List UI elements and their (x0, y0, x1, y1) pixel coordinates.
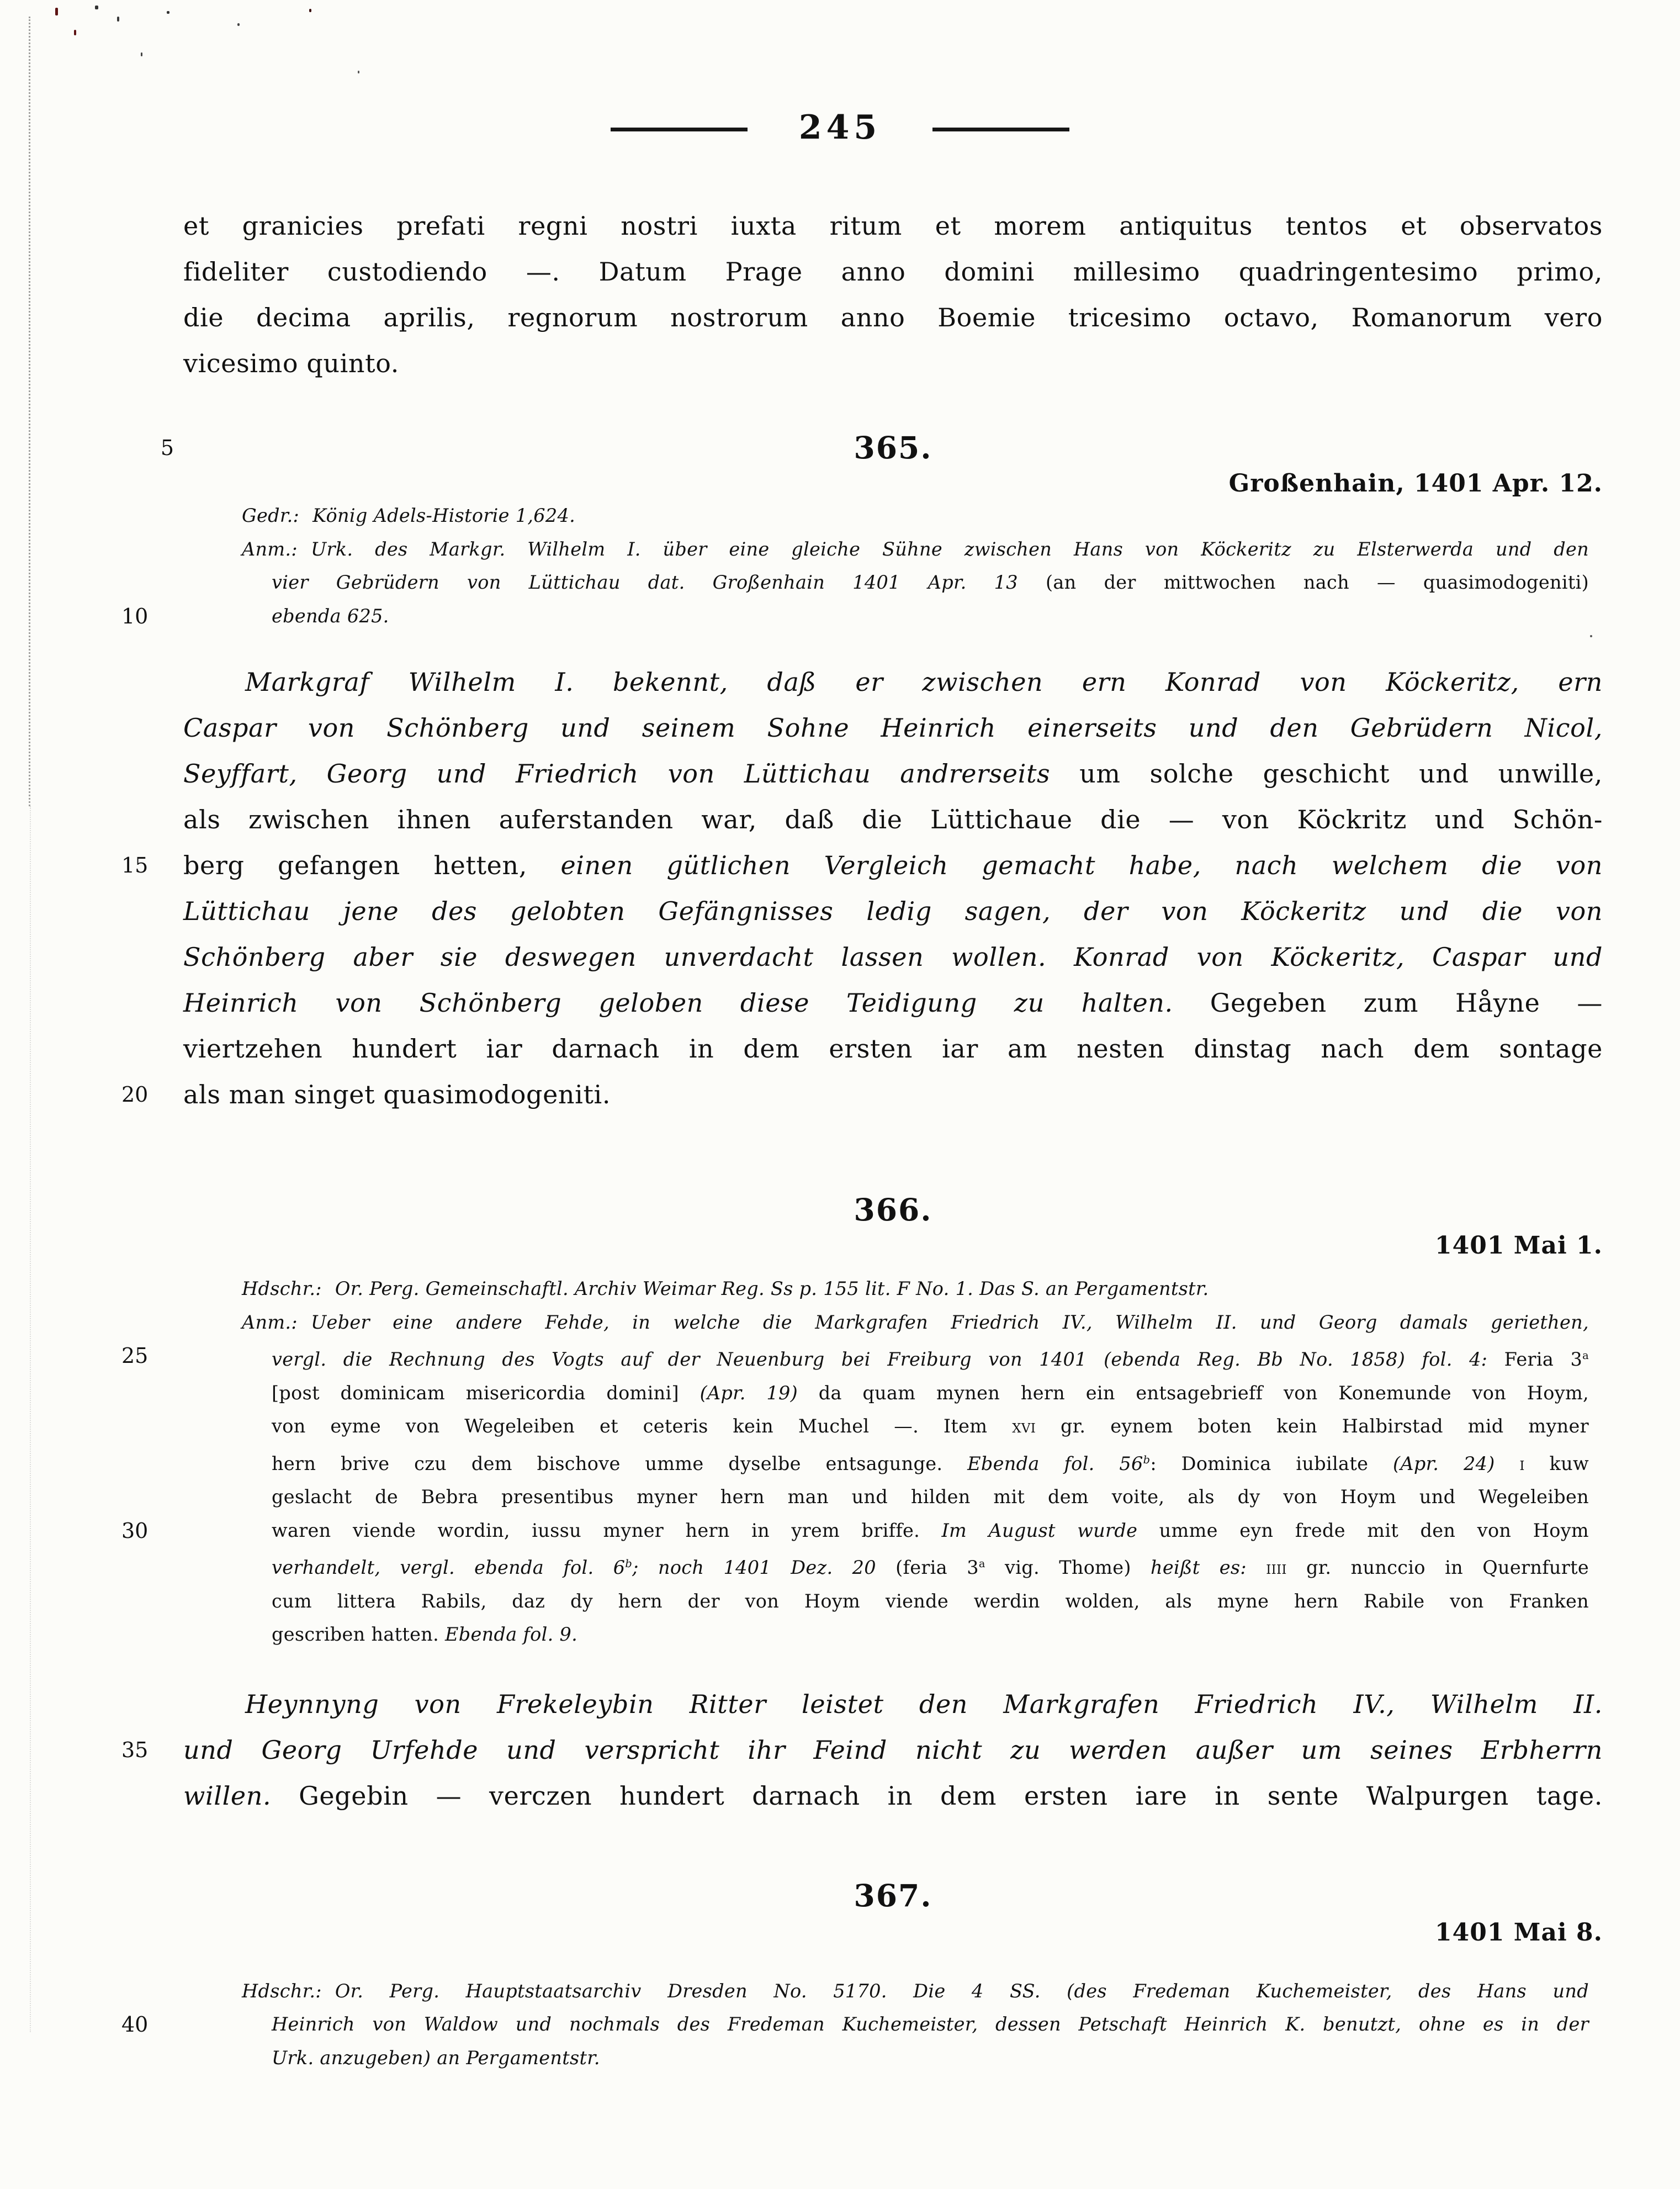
speckle (358, 71, 359, 73)
text-segment: Ebenda fol. 56 (967, 1452, 1143, 1474)
entry-number (183, 1878, 1603, 1914)
entry-number-text: 367. (854, 1877, 932, 1913)
text-segment: als man singet quasimodogeniti. (183, 1080, 611, 1109)
text-segment: a (978, 1557, 985, 1571)
entry-date-text: 1401 Mai 1. (1435, 1231, 1603, 1260)
text-segment: vig. Thome) (985, 1557, 1151, 1579)
text-line (183, 1618, 1603, 1652)
text-segment: kuw (1524, 1452, 1589, 1474)
margin-line-number: 5 (160, 436, 174, 460)
entry-number-text: 366. (854, 1192, 932, 1228)
entry-365-printed (183, 499, 1603, 533)
text-segment: umme eyn frede mit den von Hoym (1137, 1519, 1589, 1541)
text-line (183, 1773, 1603, 1819)
text-line (183, 1272, 1603, 1306)
entry-date (183, 1231, 1603, 1260)
text-line (183, 889, 1603, 934)
text-segment: b (625, 1557, 633, 1571)
speckle (141, 52, 142, 56)
entry-365-number (160, 430, 1603, 466)
text-line (183, 533, 1603, 567)
text-line (183, 2042, 1603, 2075)
entry-366-number (183, 1192, 1603, 1228)
text-segment: ; noch 1401 Dez. 20 (632, 1557, 896, 1579)
text-segment: gr. nunccio in Quernfurte (1286, 1557, 1589, 1579)
line-label: Hdschr.: (242, 1980, 322, 2002)
margin-line-number: 15 (121, 853, 149, 877)
text-line (121, 1339, 1603, 1377)
text-content (121, 149, 1603, 2075)
text-line (121, 1727, 1603, 1773)
text-line (183, 1682, 1603, 1727)
entry-367-number (183, 1878, 1603, 1914)
text-line (183, 1377, 1603, 1410)
text-segment: König Adels-Historie 1,624. (312, 505, 576, 526)
text-segment: da quam mynen hern ein entsagebrieff von Konemunde von Hoym, (798, 1382, 1589, 1404)
scan-artifact-line-faint (30, 806, 31, 2032)
text-segment: ebenda 625. (272, 605, 389, 627)
entry-number (160, 430, 1603, 466)
text-segment: Im August wurde (941, 1519, 1138, 1541)
text-segment: iiii (1266, 1557, 1287, 1579)
speckle (309, 9, 311, 12)
text-segment: cum littera Rabils, daz dy hern der von Hoym viende werdin wolden, als myne hern Rabile von Franken (272, 1590, 1589, 1612)
header-rule-right-icon (932, 128, 1069, 131)
entry-date (183, 1918, 1603, 1947)
text-line (183, 980, 1603, 1026)
text-segment: [post dominicam misericordia domini] (272, 1382, 700, 1404)
text-segment: von eyme von Wegeleiben et ceteris kein Muchel —. Item (272, 1415, 1013, 1437)
entry-367-manuscript (121, 1975, 1603, 2075)
text-line (183, 751, 1603, 797)
text-line (183, 797, 1603, 843)
text-line (183, 295, 1603, 341)
text-line (183, 1975, 1603, 2008)
header-rule-left-icon (611, 128, 748, 131)
text-line (183, 1547, 1603, 1585)
text-segment: Feria 3 (1504, 1349, 1583, 1371)
text-segment: Heinrich von Waldow und nochmals des Fredeman Kuchemeister, dessen Petschaft Heinrich K. benutzt, ohne es in der (272, 2013, 1589, 2035)
text-line (183, 203, 1603, 249)
text-segment: Urk. des Markgr. Wilhelm I. über eine gleiche Sühne zwischen Hans von Köckeritz zu Elsterwerda und den (310, 538, 1589, 560)
text-line (121, 1072, 1603, 1118)
text-segment: Seyffart, Georg und Friedrich von Lüttichau andrerseits (183, 759, 1080, 789)
text-segment: hern brive czu dem bischove umme dyselbe entsagunge. (272, 1452, 968, 1474)
speckle (237, 23, 240, 26)
text-line (183, 1306, 1603, 1340)
text-segment: (feria 3 (895, 1557, 979, 1579)
entry-366-regest (121, 1682, 1603, 1819)
text-segment: gr. eynem boten kein Halbirstad mid myner (1036, 1415, 1589, 1437)
entry-366-note (121, 1306, 1603, 1652)
text-segment: (Apr. 19) (699, 1382, 798, 1404)
text-segment: geslacht de Bebra presentibus myner hern man und hilden mit dem voite, als dy von Hoym und Wegeleiben (272, 1486, 1589, 1508)
text-segment: Heynnyng von Frekeleybin Ritter leistet den Markgrafen Friedrich IV., Wilhelm II. (245, 1689, 1603, 1719)
text-segment: viertzehen hundert iar darnach in dem ersten iar am nesten dinstag nach dem sontage (183, 1034, 1603, 1064)
margin-line-number: 20 (121, 1082, 149, 1107)
line-label: Gedr.: (242, 505, 300, 526)
text-line (183, 1585, 1603, 1619)
speckle (55, 8, 58, 15)
speckle (167, 11, 169, 14)
text-segment: gescriben hatten. (272, 1624, 446, 1646)
margin-line-number: 40 (121, 2012, 149, 2037)
text-segment: willen. (183, 1780, 299, 1811)
text-line (121, 600, 1603, 633)
text-line (183, 1026, 1603, 1072)
text-segment: Schönberg aber sie deswegen unverdacht lassen wollen. Konrad von Köckeritz, Caspar und (183, 942, 1603, 972)
text-segment: vergl. die Rechnung des Vogts auf der Neuenburg bei Freiburg von 1401 (ebenda Reg. Bb No. 1858) fol. 4: (272, 1349, 1504, 1371)
text-line (183, 934, 1603, 980)
margin-line-number: 30 (121, 1518, 149, 1543)
entry-366-manuscript (183, 1272, 1603, 1306)
entry-number (183, 1192, 1603, 1228)
entry-date (183, 469, 1603, 498)
text-segment: : Dominica iubilate (1150, 1452, 1393, 1474)
text-line (121, 843, 1603, 889)
text-segment: Heinrich von Schönberg geloben diese Teidigung zu halten. (183, 988, 1210, 1018)
text-segment: Lüttichau jene des gelobten Gefängnisses ledig sagen, der von Köckeritz und die von (183, 896, 1603, 926)
text-segment: berg gefangen hetten, (183, 850, 561, 880)
text-segment: xvi (1012, 1415, 1036, 1437)
speckle (117, 17, 119, 22)
text-segment: Markgraf Wilhelm I. bekennt, daß er zwischen ern Konrad von Köckeritz, ern (245, 667, 1603, 697)
line-label: Hdschr.: (242, 1278, 322, 1299)
text-segment: (an der mittwochen nach — quasimodogeniti) (1045, 572, 1589, 593)
line-label: Anm.: (242, 1311, 298, 1333)
text-segment: die decima aprilis, regnorum nostrorum anno Boemie tricesimo octavo, Romanorum vero (183, 303, 1603, 332)
entry-date-text: Großenhain, 1401 Apr. 12. (1228, 469, 1603, 498)
text-segment: heißt es: (1151, 1557, 1247, 1579)
text-line (121, 2008, 1603, 2042)
speckle (95, 6, 98, 9)
text-segment: (Apr. 24) (1393, 1452, 1495, 1474)
text-line (183, 1410, 1603, 1444)
text-line (183, 659, 1603, 705)
text-segment: Caspar von Schönberg und seinem Sohne Heinrich einerseits und den Gebrüdern Nicol, (183, 713, 1603, 743)
line-label: Anm.: (242, 538, 298, 560)
entry-367-date (183, 1918, 1603, 1947)
entry-365-date (183, 469, 1603, 498)
text-segment: Ueber eine andere Fehde, in welche die Markgrafen Friedrich IV., Wilhelm II. und Georg damals geriethen, (310, 1311, 1589, 1333)
text-segment (1495, 1453, 1520, 1474)
entry-date-text: 1401 Mai 8. (1435, 1918, 1603, 1947)
text-segment: Urk. anzugeben) an Pergamentstr. (272, 2047, 600, 2069)
text-line (183, 341, 1603, 387)
entry-number-text: 365. (854, 430, 932, 466)
text-segment: b (1143, 1453, 1151, 1466)
text-line (183, 566, 1603, 600)
text-line (183, 1481, 1603, 1514)
text-line (183, 249, 1603, 295)
text-segment: um solche geschicht und unwille, (1079, 759, 1603, 789)
margin-line-number: 35 (121, 1737, 149, 1762)
text-segment: Gegebin — verczen hundert darnach in dem ersten iare in sente Walpurgen tage. (299, 1780, 1603, 1811)
text-segment: waren viende wordin, iussu myner hern in yrem briffe. (272, 1519, 942, 1541)
text-segment: verhandelt, vergl. ebenda fol. 6 (272, 1557, 626, 1579)
speckle (74, 30, 76, 35)
text-segment: fideliter custodiendo —. Datum Prage anno domini millesimo quadringentesimo primo, (183, 257, 1603, 287)
continuation-paragraph (183, 203, 1603, 387)
text-segment: Gegeben zum Håyne — (1210, 988, 1603, 1018)
text-segment: Or. Perg. Gemeinschaftl. Archiv Weimar Reg. Ss p. 155 lit. F No. 1. Das S. an Pergamentstr. (335, 1278, 1209, 1299)
text-line (121, 1514, 1603, 1548)
entry-365-note (121, 533, 1603, 633)
text-line (183, 705, 1603, 751)
text-segment: i (1519, 1452, 1525, 1474)
text-segment (1247, 1557, 1266, 1578)
text-segment: Or. Perg. Hauptstaatsarchiv Dresden No. 5170. Die 4 SS. (des Fredeman Kuchemeister, des Hans und (335, 1980, 1589, 2002)
entry-365-regest (121, 659, 1603, 1118)
margin-line-number: 10 (121, 604, 149, 628)
text-line (183, 499, 1603, 533)
text-segment: vier Gebrüdern von Lüttichau dat. Großenhain 1401 Apr. 13 (272, 572, 1046, 593)
text-segment: a (1582, 1349, 1589, 1362)
text-segment: als zwischen ihnen auferstanden war, daß die Lüttichaue die — von Köckritz und Schön- (183, 805, 1603, 834)
text-line (183, 1444, 1603, 1481)
text-segment: Ebenda fol. 9. (445, 1624, 578, 1646)
text-segment: einen gütlichen Vergleich gemacht habe, nach welchem die von (560, 850, 1603, 880)
page-number: 245 (798, 108, 882, 147)
text-segment: et granicies prefati regni nostri iuxta ritum et morem antiquitus tentos et observatos (183, 211, 1603, 241)
text-segment: vicesimo quinto. (183, 348, 399, 378)
page-header (0, 108, 1680, 147)
text-segment: und Georg Urfehde und verspricht ihr Feind nicht zu werden außer um seines Erbherrn (183, 1735, 1603, 1765)
entry-366-date (183, 1231, 1603, 1260)
margin-line-number: 25 (121, 1344, 149, 1368)
